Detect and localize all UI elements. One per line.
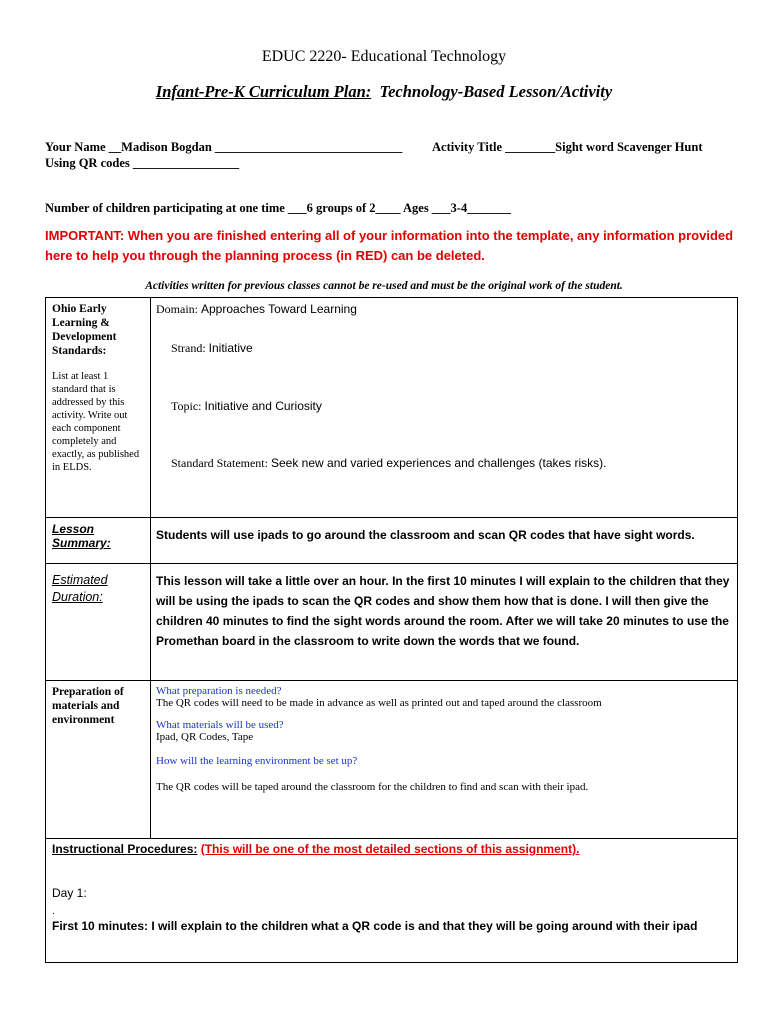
- summary-row: [46, 518, 738, 564]
- duration-content-cell: [151, 564, 738, 681]
- children-line: Number of children participating at one time ___6 groups of 2____ Ages ___3-4_______: [45, 201, 511, 215]
- procedures-label: Instructional Procedures:: [52, 842, 198, 856]
- summary-content-cell: [151, 518, 738, 564]
- duration-label: Estimated Duration:: [52, 573, 108, 604]
- topic-line: [171, 399, 737, 414]
- preparation-content-cell: [151, 681, 738, 839]
- plan-title-rest: Technology-Based Lesson/Activity: [379, 82, 613, 101]
- preparation-row: [46, 681, 738, 839]
- topic-label: Topic:: [171, 399, 202, 413]
- domain-label: Domain:: [156, 302, 198, 316]
- plan-title: [0, 82, 768, 102]
- activity-title-line-2: Using QR codes _________________: [45, 156, 240, 170]
- strand-label: Strand:: [171, 341, 206, 355]
- activity-title-line: Activity Title ________Sight word Scavenger Hunt: [432, 140, 703, 154]
- course-title: EDUC 2220- Educational Technology: [261, 48, 507, 65]
- procedures-label-red: (This will be one of the most detailed sections of this assignment).: [200, 842, 580, 856]
- domain-line: [156, 302, 737, 317]
- lesson-plan-table: [45, 297, 738, 963]
- duration-text: This lesson will take a little over an hour. In the first 10 minutes I will explain to the children that they will be using the ipads to scan the QR codes and show them how that is done. I will then give the children 40 minutes to find the sight words around the room. After we will take 20 minutes to use the Promethan board in the classroom to write down the words that we found.: [156, 574, 730, 648]
- important-note: IMPORTANT: When you are finished entering all of your information into the template, any information provided here to help you through the planning process (in RED) can be deleted.: [45, 228, 734, 263]
- prep-answer-1: The QR codes will need to be made in advance as well as printed out and taped around the classroom: [156, 697, 602, 709]
- standards-hint: List at least 1 standard that is addressed by this activity. Write out each component completely and exactly, as published in ELDS.: [52, 371, 140, 473]
- procedures-heading: [52, 842, 731, 856]
- procedures-dot: .: [52, 906, 55, 917]
- prep-question-3: How will the learning environment be set up?: [156, 755, 358, 767]
- preparation-label-cell: [46, 681, 151, 839]
- statement-value: Seek new and varied experiences and challenges (takes risks).: [270, 456, 607, 470]
- name-line: Your Name __Madison Bogdan ______________________________: [45, 140, 403, 154]
- procedures-row: [46, 839, 738, 963]
- prep-answer-3: The QR codes will be taped around the classroom for the children to find and scan with their ipad.: [156, 781, 589, 793]
- standards-label-cell: [46, 298, 151, 518]
- originality-note: Activities written for previous classes cannot be re-used and must be the original work of the student.: [145, 280, 623, 292]
- duration-row: [46, 564, 738, 681]
- summary-text: Students will use ipads to go around the classroom and scan QR codes that have sight words.: [156, 528, 695, 542]
- procedures-first: First 10 minutes: I will explain to the children what a QR code is and that they will be going around with their ipad: [52, 919, 698, 933]
- duration-label-cell: [46, 564, 151, 681]
- procedures-day: Day 1:: [52, 886, 87, 900]
- summary-label-cell: [46, 518, 151, 564]
- domain-value: Approaches Toward Learning: [201, 302, 357, 316]
- statement-line: [171, 456, 737, 471]
- standards-row: [46, 298, 738, 518]
- prep-answer-2: Ipad, QR Codes, Tape: [156, 731, 254, 743]
- summary-label: Lesson Summary:: [52, 522, 111, 550]
- standards-label: Ohio Early Learning & Development Standards:: [52, 303, 117, 357]
- prep-question-2: What materials will be used?: [156, 719, 284, 731]
- preparation-label: Preparation of materials and environment: [52, 686, 124, 726]
- statement-label: Standard Statement:: [171, 456, 268, 470]
- prep-question-1: What preparation is needed?: [156, 685, 282, 697]
- plan-title-underlined: Infant-Pre-K Curriculum Plan:: [155, 82, 372, 101]
- topic-value: Initiative and Curiosity: [204, 399, 322, 413]
- standards-content-cell: [151, 298, 738, 518]
- strand-line: [171, 341, 737, 356]
- strand-value: Initiative: [208, 341, 253, 355]
- procedures-cell: [46, 839, 738, 963]
